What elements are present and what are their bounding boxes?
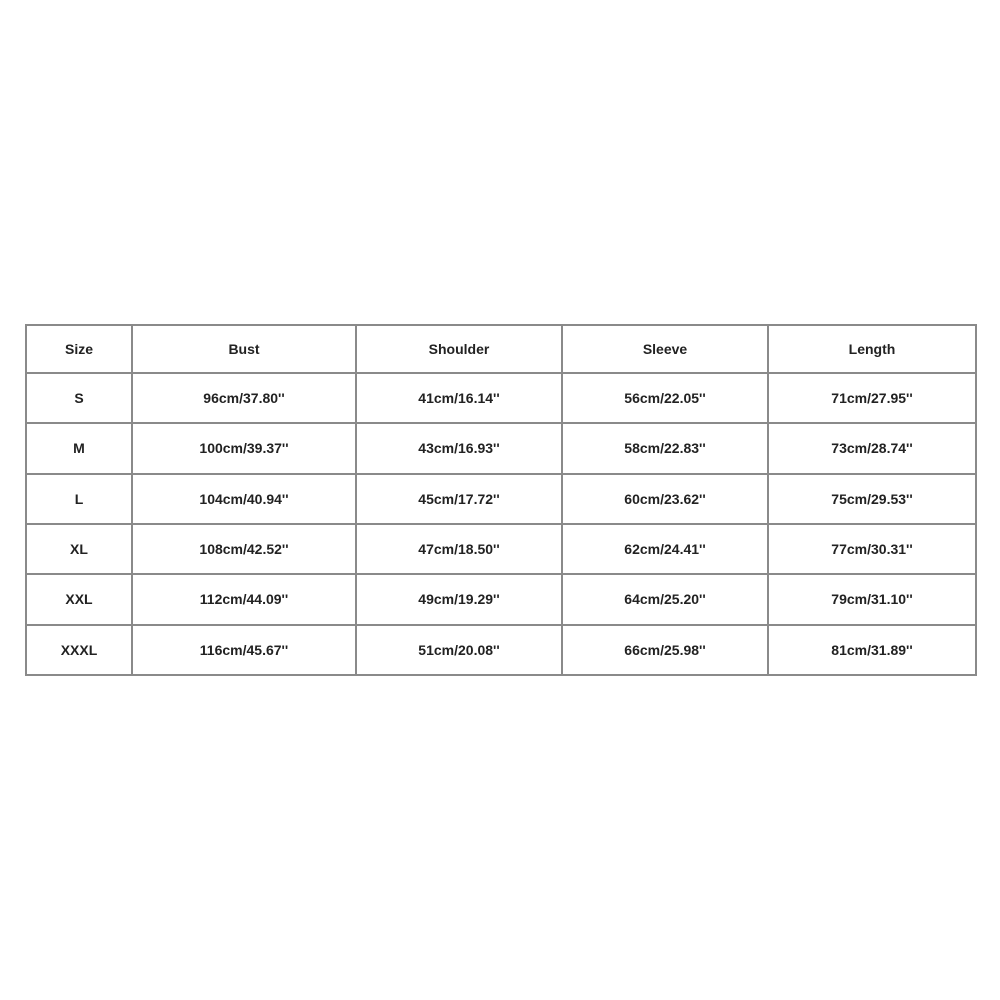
table-row bbox=[26, 625, 976, 675]
cell-bust: 100cm/39.37'' bbox=[132, 423, 356, 473]
table-row bbox=[26, 373, 976, 423]
cell-length: 81cm/31.89'' bbox=[768, 625, 976, 675]
cell-size: M bbox=[26, 423, 132, 473]
cell-sleeve: 58cm/22.83'' bbox=[562, 423, 768, 473]
cell-sleeve: 62cm/24.41'' bbox=[562, 524, 768, 574]
table-row bbox=[26, 574, 976, 624]
cell-length: 73cm/28.74'' bbox=[768, 423, 976, 473]
cell-bust: 108cm/42.52'' bbox=[132, 524, 356, 574]
cell-length: 71cm/27.95'' bbox=[768, 373, 976, 423]
cell-length: 77cm/30.31'' bbox=[768, 524, 976, 574]
cell-bust: 116cm/45.67'' bbox=[132, 625, 356, 675]
cell-shoulder: 49cm/19.29'' bbox=[356, 574, 562, 624]
cell-bust: 104cm/40.94'' bbox=[132, 474, 356, 524]
cell-length: 79cm/31.10'' bbox=[768, 574, 976, 624]
cell-shoulder: 47cm/18.50'' bbox=[356, 524, 562, 574]
table-row bbox=[26, 524, 976, 574]
cell-sleeve: 56cm/22.05'' bbox=[562, 373, 768, 423]
cell-size: XXXL bbox=[26, 625, 132, 675]
header-bust: Bust bbox=[132, 325, 356, 373]
cell-sleeve: 66cm/25.98'' bbox=[562, 625, 768, 675]
header-shoulder: Shoulder bbox=[356, 325, 562, 373]
cell-shoulder: 41cm/16.14'' bbox=[356, 373, 562, 423]
cell-shoulder: 45cm/17.72'' bbox=[356, 474, 562, 524]
cell-size: XXL bbox=[26, 574, 132, 624]
table-header-row bbox=[26, 325, 976, 373]
cell-bust: 96cm/37.80'' bbox=[132, 373, 356, 423]
cell-size: S bbox=[26, 373, 132, 423]
cell-shoulder: 43cm/16.93'' bbox=[356, 423, 562, 473]
table-row bbox=[26, 423, 976, 473]
cell-size: L bbox=[26, 474, 132, 524]
size-chart-table bbox=[25, 324, 977, 676]
header-sleeve: Sleeve bbox=[562, 325, 768, 373]
table-row bbox=[26, 474, 976, 524]
cell-length: 75cm/29.53'' bbox=[768, 474, 976, 524]
cell-shoulder: 51cm/20.08'' bbox=[356, 625, 562, 675]
cell-sleeve: 60cm/23.62'' bbox=[562, 474, 768, 524]
header-size: Size bbox=[26, 325, 132, 373]
cell-bust: 112cm/44.09'' bbox=[132, 574, 356, 624]
cell-sleeve: 64cm/25.20'' bbox=[562, 574, 768, 624]
cell-size: XL bbox=[26, 524, 132, 574]
header-length: Length bbox=[768, 325, 976, 373]
